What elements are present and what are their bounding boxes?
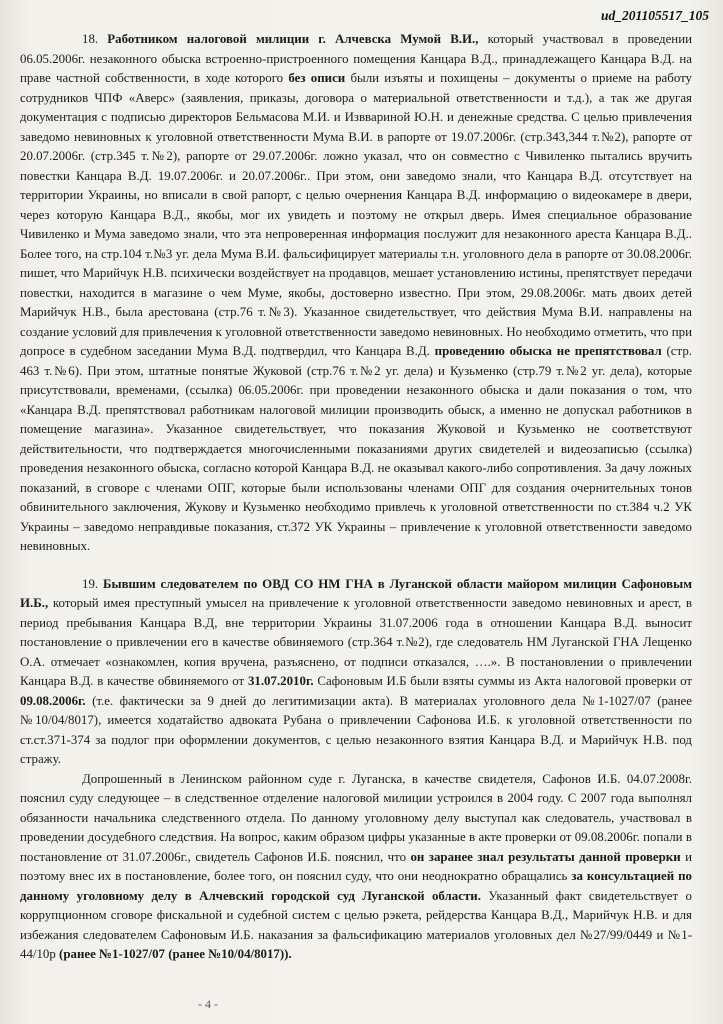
- document-id-stamp: ud_201105517_105: [600, 8, 709, 23]
- bold-text-run: он заранее знал результаты данной проверки: [410, 849, 681, 864]
- text-run: который имея преступный умысел на привлечение к уголовной ответственности заведомо невиновных и арест, в период пребывания Канцара В.Д, вне территории Украины 31.07.2006 года в отношении Канцара В.Д. выносит постановление о привлечении его в качестве обвиняемого (стр.364 т.№2), где следователь НМ Луганской ГНА Лещенко О.А. отмечает «ознакомлен, копия вручена, разъяснено, от подписи отказался, ….». В постановлении о привлечении Канцара В.Д. в качестве обвиняемого от: [20, 596, 692, 688]
- bold-text-run: Бывшим следователем по ОВД СО НМ ГНА в Луганской области майором милиции Сафоновым И.Б.,: [20, 576, 692, 610]
- document-body: [20, 30, 692, 965]
- bold-text-run: Работником налоговой милиции г. Алчевска Мумой В.И.,: [107, 32, 479, 46]
- paragraph-18: [20, 30, 692, 557]
- bold-text-run: 09.08.2006г.: [20, 693, 86, 708]
- paragraph-19-testimony: [20, 770, 692, 965]
- text-run: который участвовал в проведении 06.05.2006г. незаконного обыска встроенно-пристроенного помещения Канцара В.Д., принадлежащего Канцара В.Д. на праве частной собственности, в ходе которого: [20, 32, 692, 85]
- text-run: Сафоновым И.Б были взяты суммы из Акта налоговой проверки от: [313, 674, 692, 688]
- text-run: Допрошенный в Ленинском районном суде г. Луганска, в качестве свидетеля, Сафонов И.Б. 04.07.2008г. пояснил суду следующее – в следственное отделение налоговой милиции устроился в 2004 году. С 2007 года выполнял обязанности начальника следственного отдела. По данному уголовному делу выступал как следователь, участвовал в проведении досудебного следствия. На вопрос, каким образом цифры указанные в акте проверки от 09.08.2006г. попали в постановление от 31.07.2006г., свидетель Сафонов И.Б. пояснил, что: [20, 771, 692, 864]
- paragraph-19: [20, 575, 692, 770]
- text-run: 19.: [82, 576, 103, 591]
- text-run: и поэтому внес их в постановление, более того, он пояснил суду, что они неоднократно обращались: [20, 849, 692, 883]
- bold-text-run: 31.07.2010г.: [247, 674, 314, 688]
- text-run: Указанный факт свидетельствует о коррупционном сговоре фискальной и судебной систем с целью рэкета, рейдерства Канцара В.Д., Марийчук Н.В. и для избежания следователем Сафоновым И.Б. наказания за фальсификацию материалов уголовных дел №27/99/0449 и №1-44/10р: [20, 888, 693, 961]
- text-run: (т.е. фактически за 9 дней до легитимизации акта). В материалах уголовного дела №1-1027/07 (ранее №10/04/8017), имеется ходатайство адвоката Рубана о привлечении Сафонова И.Б. к уголовной ответственности по ст.ст.371-374 за подлог при оформлении документов, с целью незаконного взятия Канцара В.Д. и Марийчук Н.В. под стражу.: [20, 693, 692, 766]
- text-run: (стр. 463 т.№6). При этом, штатные понятые Жуковой (стр.76 т.№2 уг. дела) и Кузьменко (стр.79 т.№2 уг. дела), которые присутствовали, временами, (ссылка) 06.05.2006г. при проведении незаконного обыска и дали показания о том, что «Канцара В.Д. препятствовал работникам налоговой милиции производить обыск, а именно не допускал работников в помещение магазина». Указанное свидетельствует, что показания Жуковой и Кузьменко не соответствуют действительности, что подтверждается многочисленными показаниями других свидетелей и видеозаписью (ссылка) проведения незаконного обыска, согласно которой Канцара В.Д. не оказывал какого-либо сопротивления. За дачу ложных показаний, в сговоре с членами ОПГ, которые были использованы членами ОПГ для создания очернительных тонов обвинительного заключения, Жукову и Кузьменко необходимо привлечь к уголовной ответственности по ст.384 ч.2 УК Украины – заведомо неправдивые показания, ст.372 УК Украины – привлечение к уголовной ответственности заведомо невиновных.: [20, 344, 692, 553]
- bold-text-run: без описи: [288, 71, 346, 85]
- bold-text-run: за консультацией по данному уголовному делу в Алчевский городской суд Луганской области.: [20, 869, 692, 903]
- page-number-mark: - 4 -: [198, 997, 218, 1011]
- text-run: были изъяты и похищены – документы о приеме на работу сотрудников ЧПФ «Аверс» (заявления, приказы, договора о материальной ответственности и т.д.), а так же другая документация с подписью директоров Бельмасова М.И. и Изввариной Ю.Н. и денежные средства. С целью привлечения заведомо невиновных к уголовной ответственности Мума В.И. в рапорте от 19.07.2006г. (стр.343,344 т.№2), рапорте от 20.07.2006г. (стр.345 т.№2), рапорте от 29.07.2006г. ложно указал, что он совместно с Чивиленко пытались вручить повестки Канцара В.Д. 19.07.2006г. и 20.07.2006г.. При этом, они заведомо знали, что Канцара В.Д. отсутствует на территории Украины, но вписали в свой рапорт, с целью очернения Канцара В.Д. информацию о видеокамере в двери, через которую Канцара В.Д., якобы, мог их увидеть и поэтому не открыл дверь. Имея специальное образование Чивиленко и Мума заведомо знали, что эта непроверенная информация послужит для незаконного ареста Канцара В.Д.. Более того, на стр.104 т.№3 уг. дела Мума В.И. фальсифицирует материалы т.н. уголовного дела в рапорте от 30.08.2006г. пишет, что Марийчук Н.В. психически воздействует на продавцов, мешает установлению истины, препятствует передачи повестки, находится в магазине о чем Муме, якобы, достоверно известно. При этом, 29.08.2006г. мать двоих детей Марийчук Н.В., была арестована (стр.76 т.№3). Указанное свидетельствует, что действия Мума В.И. направлены на создание условий для привлечения к уголовной ответственности заведомо невиновных. Но необходимо отметить, что при допросе в судебном заседании Мума В.Д. подтвердил, что Канцара В.Д.: [20, 71, 692, 358]
- bold-text-run: (ранее №1-1027/07 (ранее №10/04/8017)).: [59, 947, 292, 961]
- bold-text-run: проведению обыска не препятствовал: [434, 344, 662, 358]
- text-run: 18.: [82, 32, 108, 46]
